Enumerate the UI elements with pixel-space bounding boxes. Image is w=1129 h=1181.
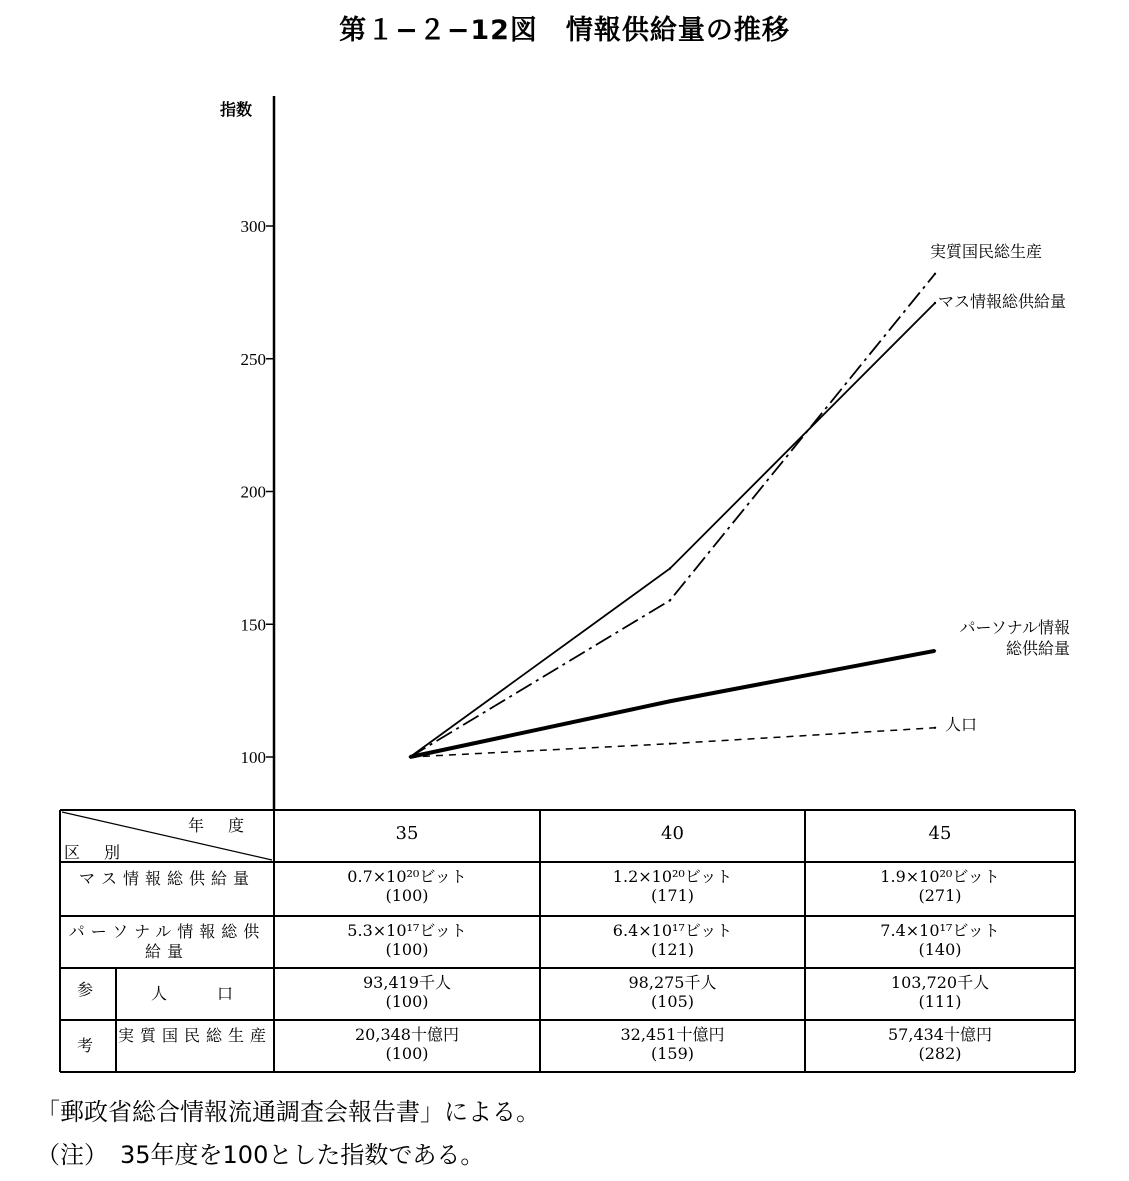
- year-header: 35: [395, 823, 419, 844]
- table-cell: [540, 921, 805, 959]
- data-point: [934, 727, 936, 729]
- cell-line: (140): [918, 940, 962, 959]
- data-point: [669, 700, 671, 702]
- header-kind: 区 別: [64, 843, 125, 862]
- cell-line: 1.2×10²⁰ビット: [612, 867, 733, 886]
- series-line: [410, 274, 935, 757]
- data-point: [669, 743, 671, 745]
- cell-line: 20,348十億円: [355, 1025, 459, 1044]
- row-label-line: 総供給量: [144, 922, 266, 961]
- header-year: 年 度: [188, 816, 249, 835]
- series-label: パーソナル情報: [959, 618, 1070, 637]
- table-cell: [274, 973, 540, 1011]
- chart-title: 第１−２−12図 情報供給量の推移: [339, 15, 790, 46]
- row-label-line: 人 口: [150, 984, 239, 1003]
- cell-line: (100): [385, 886, 429, 905]
- y-tick-label: 250: [240, 349, 266, 369]
- row-label: [116, 984, 274, 1004]
- table-cell: [805, 973, 1075, 1011]
- series-line: [410, 728, 935, 757]
- cell-line: 93,419千人: [363, 973, 451, 992]
- cell-line: (271): [918, 886, 962, 905]
- table-cell: [274, 1025, 540, 1063]
- y-tick-label: 300: [240, 217, 266, 236]
- row-label-line: 総生産: [206, 1026, 273, 1045]
- cell-line: 32,451十億円: [620, 1025, 725, 1044]
- cell-line: (105): [650, 992, 695, 1011]
- cell-line: (100): [385, 1044, 429, 1063]
- table-cell: [540, 1025, 805, 1063]
- cell-line: 57,434十億円: [888, 1025, 992, 1044]
- ref-label: 考: [76, 1036, 99, 1055]
- cell-line: 6.4×10¹⁷ビット: [612, 921, 733, 940]
- cell-line: (282): [918, 1044, 962, 1063]
- cell-line: 1.9×10²⁰ビット: [880, 867, 1000, 886]
- series-label: 実質国民総生産: [930, 242, 1043, 261]
- data-point: [669, 599, 671, 601]
- cell-line: 98,275千人: [628, 973, 717, 992]
- y-tick-label: 200: [240, 482, 266, 502]
- table-cell: [540, 973, 805, 1011]
- table-cell: [540, 867, 805, 905]
- note: （注） 35年度を100とした指数である。: [36, 1141, 485, 1169]
- year-header: 40: [661, 823, 684, 844]
- ref-label: 参: [76, 980, 99, 999]
- row-label-line: マス情報: [78, 869, 167, 888]
- series-label: 人口: [945, 715, 978, 734]
- row-label: [60, 922, 274, 962]
- series-line: [410, 651, 935, 757]
- cell-line: 103,720千人: [890, 973, 990, 992]
- cell-line: 5.3×10¹⁷ビット: [347, 921, 467, 940]
- cell-line: (111): [918, 992, 962, 1011]
- year-header: 45: [928, 823, 952, 844]
- data-point: [669, 567, 671, 569]
- y-tick-label: 100: [240, 748, 266, 767]
- data-point: [934, 273, 936, 275]
- cell-line: (171): [650, 886, 695, 905]
- row-label-line: パーソナル情報: [68, 922, 222, 941]
- table-cell: [805, 1025, 1075, 1063]
- row-label: [60, 869, 274, 889]
- table-cell: [274, 867, 540, 905]
- series-label: 総供給量: [1005, 639, 1070, 658]
- y-axis-title: 指数: [220, 100, 253, 119]
- cell-line: 7.4×10¹⁷ビット: [880, 921, 1000, 940]
- source-note: 「郵政省総合情報流通調査会報告書」による。: [36, 1098, 540, 1126]
- cell-line: (121): [650, 940, 695, 959]
- cell-line: (159): [650, 1044, 695, 1063]
- y-tick-label: 150: [240, 615, 266, 635]
- data-point: [934, 302, 936, 304]
- table-cell: [274, 921, 540, 959]
- data-point: [409, 756, 411, 758]
- cell-line: (100): [385, 992, 429, 1011]
- row-label: [116, 1026, 274, 1046]
- row-label-line: 総供給量: [167, 869, 256, 888]
- row-label-line: 実質国民: [117, 1026, 206, 1045]
- data-point: [934, 650, 936, 652]
- cell-line: 0.7×10²⁰ビット: [347, 867, 467, 886]
- table-cell: [805, 921, 1075, 959]
- series-label: マス情報総供給量: [938, 292, 1067, 311]
- table-cell: [805, 867, 1075, 905]
- cell-line: (100): [385, 940, 429, 959]
